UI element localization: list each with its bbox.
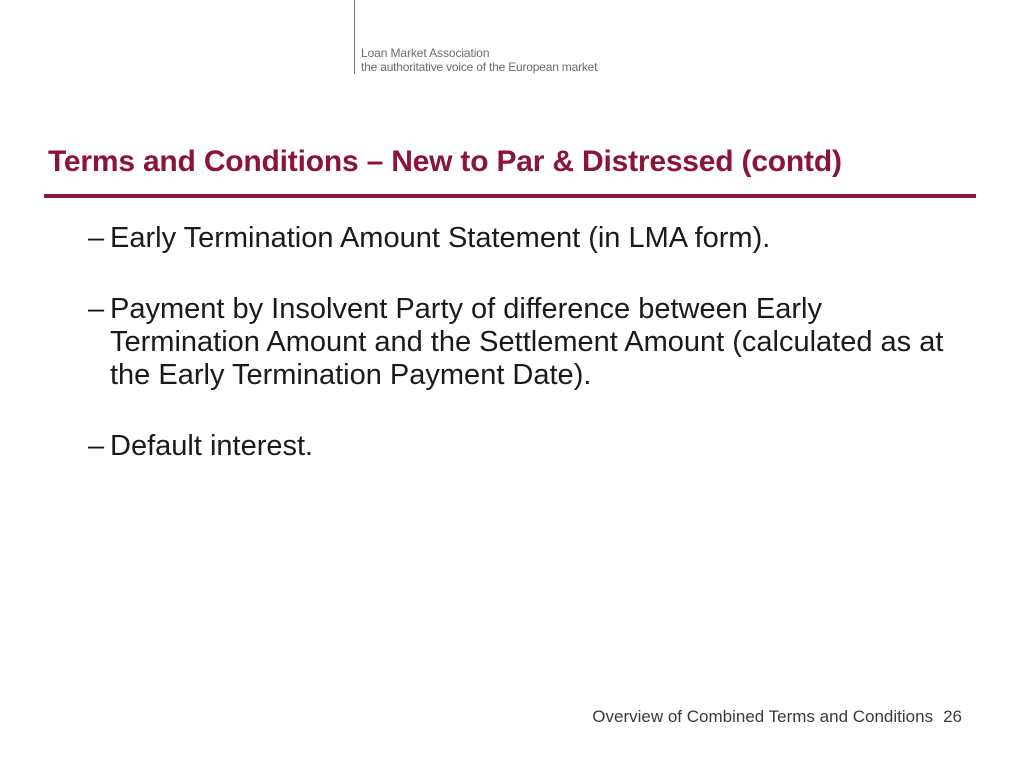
bullet-item [88, 222, 968, 255]
dash-marker: – [88, 293, 105, 325]
organization-tagline: the authoritative voice of the European market [361, 60, 598, 74]
dash-marker: – [88, 222, 105, 254]
slide-footer [592, 707, 962, 727]
brand-block [361, 46, 597, 74]
bullet-list [88, 222, 968, 501]
page-number: 26 [943, 707, 962, 726]
bullet-item [88, 293, 968, 392]
bullet-text: Default interest. [110, 430, 314, 462]
brand-divider [354, 0, 355, 74]
slide-title: Terms and Conditions – New to Par & Distressed (contd) [48, 145, 842, 178]
bullet-text: Payment by Insolvent Party of difference between Early Termination Amount and the Settlement Amount (calculated as at the Early Termination Payment Date). [110, 293, 944, 391]
footer-label: Overview of Combined Terms and Conditions [592, 707, 934, 726]
organization-name: Loan Market Association [361, 46, 490, 60]
bullet-item [88, 430, 968, 463]
title-underline [44, 194, 976, 198]
dash-marker: – [88, 430, 105, 462]
bullet-text: Early Termination Amount Statement (in LMA form). [110, 222, 771, 254]
